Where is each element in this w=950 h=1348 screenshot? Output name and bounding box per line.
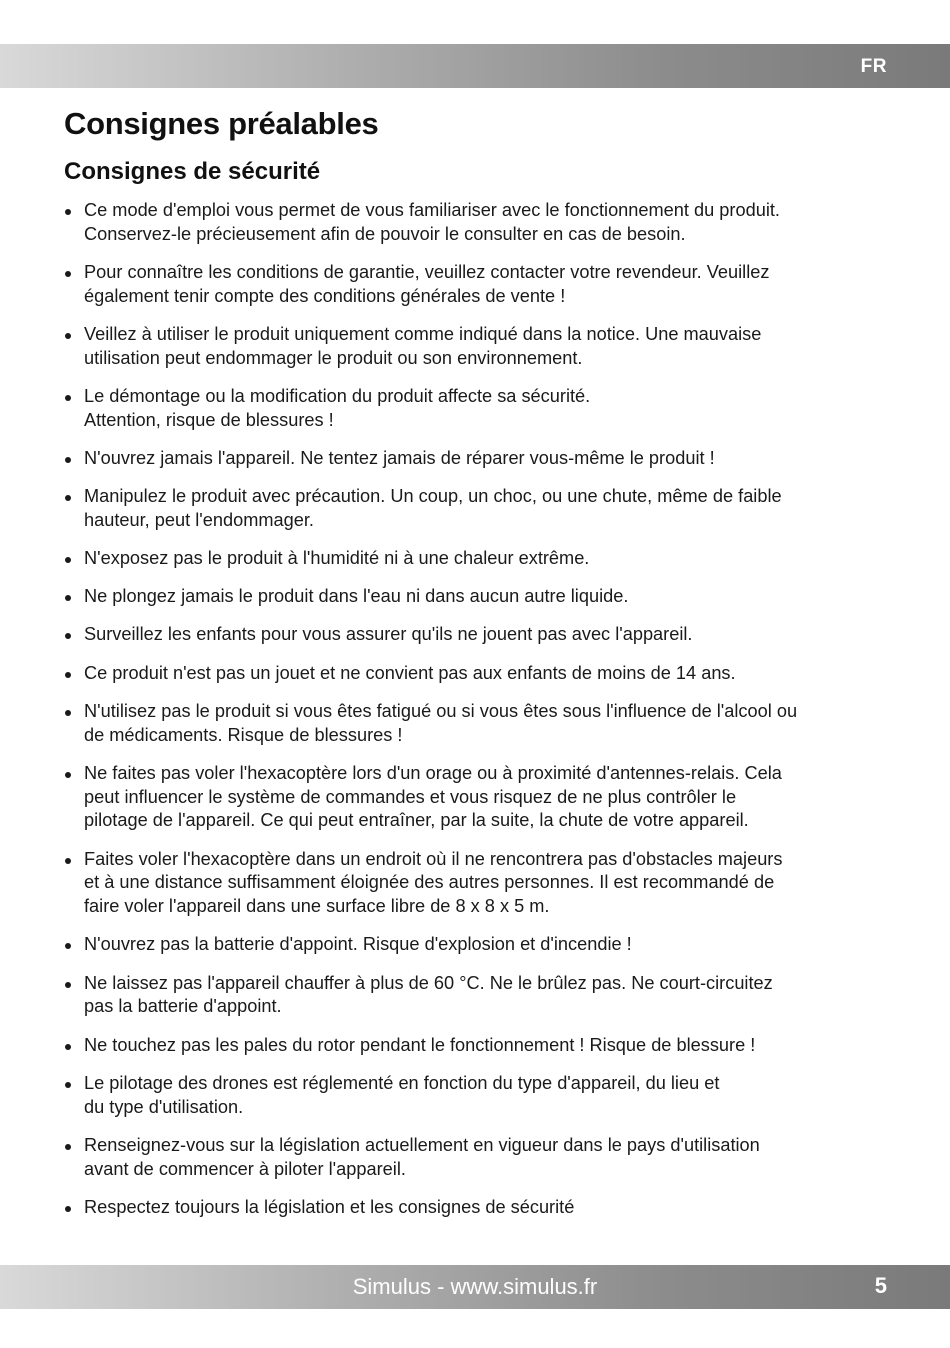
list-item-text: avant de commencer à piloter l'appareil. — [84, 1158, 406, 1179]
list-item-text: et à une distance suffisamment éloignée des autres personnes. Il est recommandé de — [84, 872, 775, 893]
list-item-text: Le démontage ou la modification du produit affecte sa sécurité. — [84, 385, 591, 406]
language-label: FR — [860, 56, 887, 77]
list-item — [64, 323, 894, 371]
bullet-icon — [65, 1044, 71, 1050]
list-item-text: Le pilotage des drones est réglementé en fonction du type d'appareil, du lieu et — [84, 1072, 720, 1093]
list-item — [64, 585, 894, 609]
list-item — [64, 1134, 894, 1182]
list-item-text: Ne faites pas voler l'hexacoptère lors d'un orage ou à proximité d'antennes-relais. Cela — [84, 762, 782, 783]
bullet-icon — [65, 271, 71, 277]
bullet-icon — [65, 943, 71, 949]
list-item — [64, 662, 894, 686]
list-item-text: N'ouvrez jamais l'appareil. Ne tentez jamais de réparer vous-même le produit ! — [84, 447, 715, 468]
list-item-text: pas la batterie d'appoint. — [84, 996, 282, 1017]
list-item — [64, 848, 894, 919]
footer-website-text: Simulus - www.simulus.fr — [352, 1274, 598, 1299]
list-item-text: utilisation peut endommager le produit ou son environnement. — [84, 347, 583, 368]
bullet-icon — [65, 557, 71, 563]
list-item — [64, 933, 894, 957]
list-item-text: N'ouvrez pas la batterie d'appoint. Risque d'explosion et d'incendie ! — [84, 934, 632, 955]
bullet-icon — [65, 710, 71, 716]
list-item-text: pilotage de l'appareil. Ce qui peut entraîner, par la suite, la chute de votre appareil. — [84, 810, 749, 831]
list-item — [64, 447, 894, 471]
list-item — [64, 1034, 894, 1058]
list-item-text: Ne plongez jamais le produit dans l'eau ni dans aucun autre liquide. — [84, 586, 629, 607]
bullet-icon — [65, 395, 71, 401]
bullet-icon — [65, 633, 71, 639]
list-item — [64, 1072, 894, 1120]
list-item-text: N'exposez pas le produit à l'humidité ni à une chaleur extrême. — [84, 548, 590, 569]
list-item-text: de médicaments. Risque de blessures ! — [84, 724, 403, 745]
footer-bar — [0, 1265, 950, 1309]
bullet-icon — [65, 457, 71, 463]
list-item-text: N'utilisez pas le produit si vous êtes fatigué ou si vous êtes sous l'influence de l'alcool ou — [84, 700, 798, 721]
list-item-text: Renseignez-vous sur la législation actuellement en vigueur dans le pays d'utilisation — [84, 1134, 760, 1155]
list-item — [64, 700, 894, 748]
list-item-text: Surveillez les enfants pour vous assurer qu'ils ne jouent pas avec l'appareil. — [84, 624, 693, 645]
list-item-text: Ce mode d'emploi vous permet de vous familiariser avec le fonctionnement du produit. — [84, 200, 780, 220]
safety-instructions-list — [64, 199, 894, 1234]
list-item — [64, 199, 894, 247]
bullet-icon — [65, 858, 71, 864]
list-item — [64, 623, 894, 647]
bullet-icon — [65, 1082, 71, 1088]
list-item — [64, 972, 894, 1020]
list-item-text: faire voler l'appareil dans une surface libre de 8 x 8 x 5 m. — [84, 896, 550, 917]
section-title: Consignes de sécurité — [64, 158, 321, 185]
bullet-icon — [65, 1206, 71, 1212]
list-item-text: Pour connaître les conditions de garantie, veuillez contacter votre revendeur. Veuillez — [84, 261, 770, 282]
bullet-icon — [65, 672, 71, 678]
list-item-text: hauteur, peut l'endommager. — [84, 509, 314, 530]
list-item-text: Conservez-le précieusement afin de pouvoir le consulter en cas de besoin. — [84, 223, 686, 244]
list-item-text: du type d'utilisation. — [84, 1096, 244, 1117]
list-item-text: Attention, risque de blessures ! — [84, 409, 334, 430]
list-item — [64, 385, 894, 433]
list-item-text: peut influencer le système de commandes et vous risquez de ne plus contrôler le — [84, 786, 737, 807]
list-item-text: Manipulez le produit avec précaution. Un coup, un choc, ou une chute, même de faible — [84, 486, 782, 507]
bullet-icon — [65, 209, 71, 215]
page-title: Consignes préalables — [64, 106, 379, 141]
bullet-icon — [65, 772, 71, 778]
bullet-icon — [65, 333, 71, 339]
list-item — [64, 762, 894, 833]
list-item-text: Respectez toujours la législation et les consignes de sécurité — [84, 1196, 575, 1217]
list-item-text: Faites voler l'hexacoptère dans un endroit où il ne rencontrera pas d'obstacles majeurs — [84, 848, 783, 869]
bullet-icon — [65, 595, 71, 601]
list-item-text: Veillez à utiliser le produit uniquement comme indiqué dans la notice. Une mauvaise — [84, 323, 762, 344]
list-item — [64, 1196, 894, 1220]
page-number: 5 — [874, 1273, 887, 1298]
list-item — [64, 261, 894, 309]
bullet-icon — [65, 1144, 71, 1150]
bullet-icon — [65, 982, 71, 988]
list-item-text: Ce produit n'est pas un jouet et ne convient pas aux enfants de moins de 14 ans. — [84, 662, 736, 683]
header-bar — [0, 44, 950, 88]
list-item — [64, 547, 894, 571]
list-item-text: Ne laissez pas l'appareil chauffer à plus de 60 °C. Ne le brûlez pas. Ne court-circuitez — [84, 972, 773, 993]
list-item-text: également tenir compte des conditions générales de vente ! — [84, 285, 566, 306]
list-item-text: Ne touchez pas les pales du rotor pendant le fonctionnement ! Risque de blessure ! — [84, 1034, 756, 1055]
list-item — [64, 485, 894, 533]
bullet-icon — [65, 495, 71, 501]
